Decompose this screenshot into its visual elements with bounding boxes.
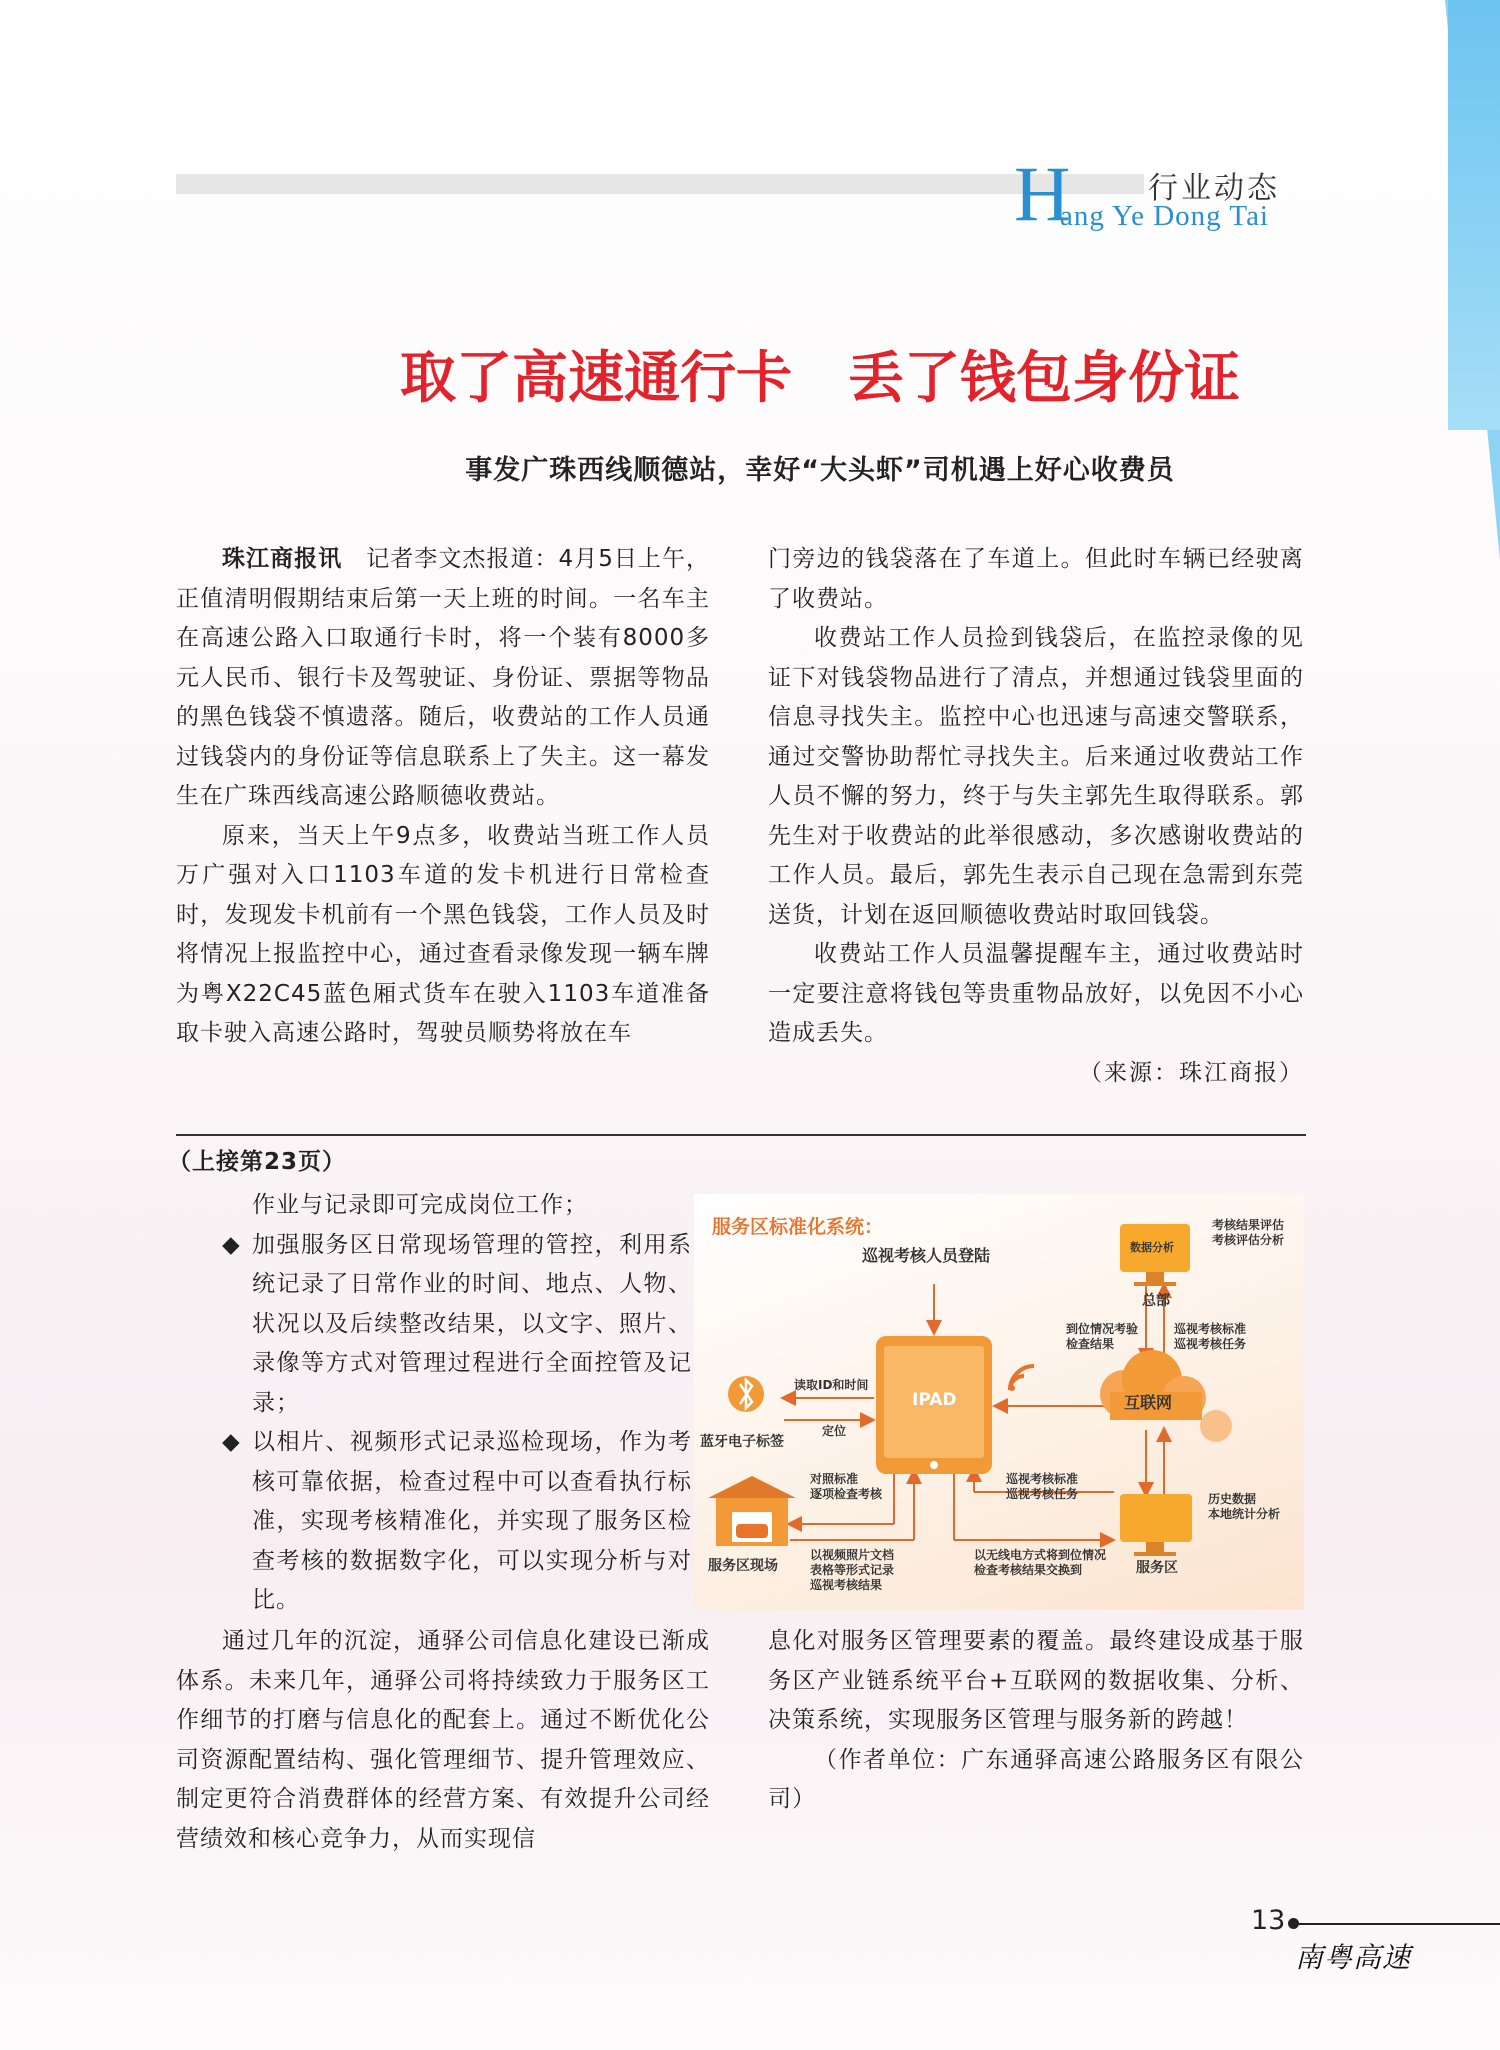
continued-label: （上接第23页） [168, 1149, 347, 1175]
diagram-ipad-label: IPAD [912, 1390, 957, 1410]
diagram-bluetooth-tag: 蓝牙电子标签 [700, 1434, 784, 1450]
diagram-inspect-std-bottom: 巡视考核标准 巡视考核任务 [1006, 1472, 1079, 1501]
diagram-login-label: 巡视考核人员登陆 [862, 1246, 991, 1265]
section-divider [176, 1134, 1306, 1136]
list-item [222, 1226, 692, 1424]
diagram-data-analysis: 数据分析 [1130, 1241, 1174, 1254]
closing-paragraph-cont: 息化对服务区管理要素的覆盖。最终建设成基于服务区产业链系统平台+互联网的数据收集、分析、决策系统，实现服务区管理与服务新的跨越！ [768, 1628, 1304, 1733]
diagram-arrive-check: 到位情况考验 检查结果 [1066, 1322, 1139, 1351]
bullet-list [222, 1186, 692, 1621]
diagram-record: 以视频照片文档 表格等形式记录 巡视考核结果 [810, 1548, 895, 1592]
article-lead-text: 记者李文杰报道：4月5日上午，正值清明假期结束后第一天上班的时间。一名车主在高速公路入口取通行卡时，将一个装有8000多元人民币、银行卡及驾驶证、身份证、票据等物品的黑色钱袋不慎遗落。随后，收费站的工作人员通过钱袋内的身份证等信息联系上了失主。这一幕发生在广珠西线高速公路顺德收费站。 [176, 546, 710, 809]
closing-column-left [176, 1622, 710, 1859]
article-title: 取了高速通行卡 丢了钱包身份证 [400, 345, 1240, 411]
page-number-line [1292, 1923, 1500, 1925]
diagram-locate: 定位 [822, 1424, 847, 1438]
section-header-initial: H [1014, 150, 1071, 237]
closing-column-right [768, 1622, 1304, 1820]
page-number: 13 [1251, 1905, 1286, 1936]
author-affiliation: （作者单位：广东通驿高速公路服务区有限公司） [768, 1746, 1304, 1812]
diamond-bullet-icon: ◆ [222, 1429, 241, 1455]
list-item-text: 加强服务区日常现场管理的管控，利用系统记录了日常作业的时间、地点、人物、状况以及后续整改结果，以文字、照片、录像等方式对管理过程进行全面控管及记录； [252, 1231, 692, 1416]
article-column-right [768, 540, 1304, 1093]
section-header-en: ang Ye Dong Tai [1060, 200, 1269, 232]
article-paragraph-2: 原来，当天上午9点多，收费站当班工作人员万广强对入口1103车道的发卡机进行日常检查时，发现发卡机前有一个黑色钱袋，工作人员及时将情况上报监控中心，通过查看录像发现一辆车牌为粤X22C45蓝色厢式货车在驶入1103车道准备取卡驶入高速公路时，驾驶员顺势将放在车 [176, 822, 710, 1046]
closing-paragraph: 通过几年的沉淀，通驿公司信息化建设已渐成体系。未来几年，通驿公司将持续致力于服务区工作细节的打磨与信息化的配套上。通过不断优化公司资源配置结构、强化管理细节、提升管理效应、制定更符合消费群体的经营方案、有效提升公司经营绩效和核心竞争力，从而实现信 [176, 1628, 710, 1852]
article-paragraph-1 [176, 540, 710, 817]
diagram-wireless: 以无线电方式将到位情况 检查考核结果交换到 [974, 1548, 1107, 1577]
diagram-area-label: 服务区 [1136, 1560, 1178, 1576]
list-item-text: 以相片、视频形式记录巡检现场，作为考核可靠依据，检查过程中可以查看执行标准，实现考核精准化，并实现了服务区检查考核的数据数字化，可以实现分析与对比。 [252, 1429, 692, 1613]
diagram-history: 历史数据 本地统计分析 [1208, 1492, 1281, 1521]
list-item [222, 1423, 692, 1621]
diamond-bullet-icon: ◆ [222, 1231, 241, 1258]
continued-first-line: 作业与记录即可完成岗位工作； [252, 1192, 588, 1218]
diagram-hq-label: 总部 [1142, 1293, 1170, 1309]
diagram-hq-notes: 考核结果评估 考核评估分析 [1212, 1218, 1285, 1247]
diagram-internet-label: 互联网 [1124, 1393, 1173, 1412]
article-paragraph-3: 收费站工作人员捡到钱袋后，在监控录像的见证下对钱袋物品进行了清点，并想通过钱袋里面的信息寻找失主。监控中心也迅速与高速交警联系，通过交警协助帮忙寻找失主。后来通过收费站工作人员不懈的努力，终于与失主郭先生取得联系。郭先生对于收费站的此举很感动，多次感谢收费站的工作人员。最后，郭先生表示自己现在急需到东莞送货，计划在返回顺德收费站时取回钱袋。 [768, 625, 1304, 928]
magazine-logo: 南粤高速 [1295, 1941, 1412, 1974]
section-header-bar [176, 174, 1144, 194]
diagram-read-id: 读取ID和时间 [794, 1378, 869, 1392]
article-subtitle: 事发广珠西线顺德站，幸好“大头虾”司机遇上好心收费员 [465, 455, 1175, 486]
diagram-title: 服务区标准化系统： [712, 1216, 884, 1238]
diagram-inspect-std-top: 巡视考核标准 巡视考核任务 [1174, 1322, 1247, 1351]
system-diagram [694, 1194, 1304, 1610]
diagram-compare-std: 对照标准 逐项检查考核 [810, 1472, 883, 1501]
article-source: （来源：珠江商报） [1079, 1059, 1304, 1086]
article-lead-source: 珠江商报讯 [222, 546, 343, 572]
article-paragraph-4: 收费站工作人员温馨提醒车主，通过收费站时一定要注意将钱包等贵重物品放好，以免因不小心造成丢失。 [768, 941, 1304, 1046]
section-header-cn: 行业动态 [1148, 171, 1280, 206]
diagram-site-label: 服务区现场 [708, 1558, 778, 1574]
article-paragraph-2-cont: 门旁边的钱袋落在了车道上。但此时车辆已经驶离了收费站。 [768, 546, 1304, 612]
article-column-left [176, 540, 710, 1054]
